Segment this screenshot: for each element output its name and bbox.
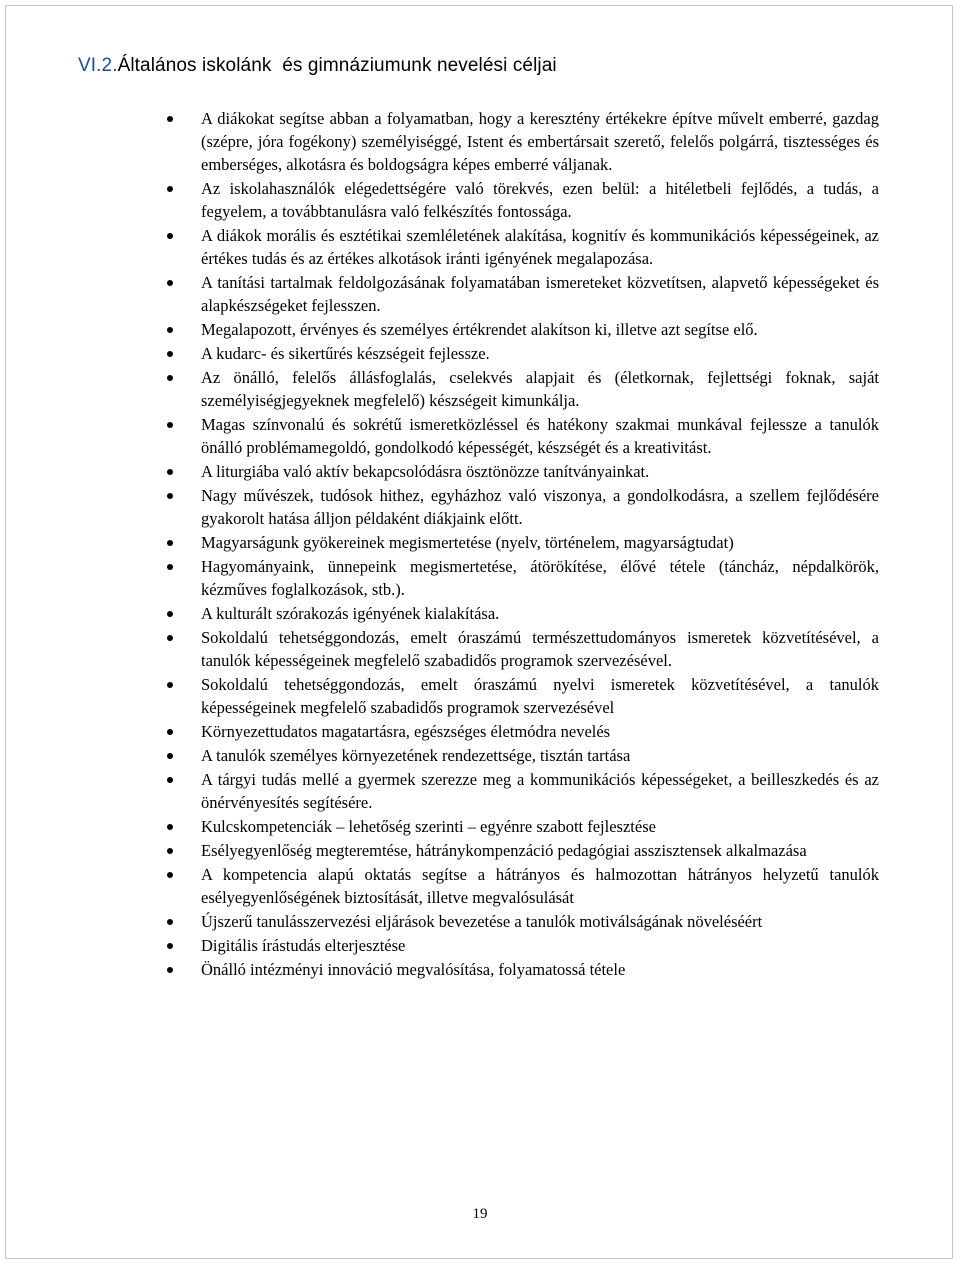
goal-list-item <box>201 531 879 554</box>
bullet-icon <box>167 186 173 192</box>
goal-text: A tanítási tartalmak feldolgozásának folyamatában ismereteket közvetítsen, alapvető képességeket és alapkészségeket fejlesszen. <box>201 273 879 315</box>
bullet-icon <box>167 682 173 688</box>
bullet-icon <box>167 422 173 428</box>
goal-list-item <box>201 107 879 176</box>
goal-list-item <box>201 177 879 223</box>
bullet-icon <box>167 233 173 239</box>
goal-text: A kudarc- és sikertűrés készségeit fejlessze. <box>201 344 490 363</box>
section-title: Általános iskolánk és gimnáziumunk nevelési céljai <box>117 55 557 76</box>
bullet-icon <box>167 280 173 286</box>
goal-list-item <box>201 768 879 814</box>
goal-list-item <box>201 342 879 365</box>
goal-list-item <box>201 366 879 412</box>
goal-list-item <box>201 934 879 957</box>
goal-text: Környezettudatos magatartásra, egészséges életmódra nevelés <box>201 722 611 741</box>
goal-list-item <box>201 318 879 341</box>
goal-text: Kulcskompetenciák – lehetőség szerinti – egyénre szabott fejlesztése <box>201 817 656 836</box>
bullet-icon <box>167 777 173 783</box>
goal-list-item <box>201 413 879 459</box>
bullet-icon <box>167 729 173 735</box>
goal-list-item <box>201 673 879 719</box>
goal-text: Az önálló, felelős állásfoglalás, cselekvés alapjait és (életkornak, fejlettségi foknak, saját személyiségjegyeknek megfelelő) készségeit kimunkálja. <box>201 368 879 410</box>
goal-text: Megalapozott, érvényes és személyes értékrendet alakítson ki, illetve azt segítse elő. <box>201 320 758 339</box>
goal-list-item <box>201 555 879 601</box>
bullet-icon <box>167 493 173 499</box>
bullet-icon <box>167 872 173 878</box>
section-heading <box>78 55 557 77</box>
goal-text: A kulturált szórakozás igényének kialakítása. <box>201 604 500 623</box>
bullet-icon <box>167 611 173 617</box>
bullet-icon <box>167 540 173 546</box>
bullet-icon <box>167 943 173 949</box>
goal-list-item <box>201 602 879 625</box>
bullet-icon <box>167 327 173 333</box>
goal-list-item <box>201 863 879 909</box>
goal-list-item <box>201 224 879 270</box>
goal-list-item <box>201 460 879 483</box>
goal-text: Magyarságunk gyökereinek megismertetése (nyelv, történelem, magyarságtudat) <box>201 533 734 552</box>
bullet-icon <box>167 967 173 973</box>
bullet-icon <box>167 469 173 475</box>
goal-text: Nagy művészek, tudósok hithez, egyházhoz való viszonya, a gondolkodásra, a szellem fejlődésére gyakorolt hatása álljon példaként diákjaink előtt. <box>201 486 879 528</box>
bullet-icon <box>167 753 173 759</box>
goal-text: Digitális írástudás elterjesztése <box>201 936 406 955</box>
goal-text: Hagyományaink, ünnepeink megismertetése, átörökítése, élővé tétele (táncház, népdalkörök, kézműves foglalkozások, stb.). <box>201 557 879 599</box>
goal-list-item <box>201 744 879 767</box>
bullet-icon <box>167 375 173 381</box>
goal-text: A tanulók személyes környezetének rendezettsége, tisztán tartása <box>201 746 631 765</box>
goal-list-item <box>201 839 879 862</box>
goal-text: A liturgiába való aktív bekapcsolódásra ösztönözze tanítványainkat. <box>201 462 650 481</box>
goal-text: Magas színvonalú és sokrétű ismeretközléssel és hatékony szakmai munkával fejlessze a tanulók önálló problémamegoldó, gondolkodó képességét, készségét és a kreativitást. <box>201 415 879 457</box>
goal-text: A diákok morális és esztétikai szemléletének alakítása, kognitív és kommunikációs képességeinek, az értékes tudás és az értékes alkotások iránti igényének megalapozása. <box>201 226 879 268</box>
goal-text: A diákokat segítse abban a folyamatban, hogy a keresztény értékekre építve művelt emberré, gazdag (szépre, jóra fogékony) személyiséggé, Istent és embertársait szerető, felelős polgárrá, tisztességes és emberséges, alkotásra és boldogságra képes emberré váljanak. <box>201 109 879 174</box>
page-number: 19 <box>472 1206 488 1222</box>
bullet-icon <box>167 351 173 357</box>
section-number: VI.2. <box>78 55 118 76</box>
goal-text: Sokoldalú tehetséggondozás, emelt óraszámú természettudományos ismeretek közvetítésével, a tanulók képességeinek megfelelő szabadidős programok szervezésével. <box>201 628 879 670</box>
goal-list-item <box>201 626 879 672</box>
goal-list-item <box>201 815 879 838</box>
bullet-icon <box>167 116 173 122</box>
goal-list-item <box>201 484 879 530</box>
goal-text: Sokoldalú tehetséggondozás, emelt óraszámú nyelvi ismeretek közvetítésével, a tanulók képességeinek megfelelő szabadidős programok szervezésével <box>201 675 879 717</box>
goals-list <box>201 107 879 982</box>
goal-text: Önálló intézményi innováció megvalósítása, folyamatossá tétele <box>201 960 626 979</box>
bullet-icon <box>167 564 173 570</box>
bullet-icon <box>167 848 173 854</box>
bullet-icon <box>167 919 173 925</box>
bullet-icon <box>167 635 173 641</box>
goal-text: Az iskolahasználók elégedettségére való törekvés, ezen belül: a hitéletbeli fejlődés, a tudás, a fegyelem, a továbbtanulásra való felkészítés fontossága. <box>201 179 879 221</box>
goal-list-item <box>201 720 879 743</box>
goal-list-item <box>201 271 879 317</box>
goal-text: A kompetencia alapú oktatás segítse a hátrányos és halmozottan hátrányos helyzetű tanulók esélyegyenlőségének biztosítását, illetve megvalósulását <box>201 865 879 907</box>
goal-text: Esélyegyenlőség megteremtése, hátránykompenzáció pedagógiai asszisztensek alkalmazása <box>201 841 807 860</box>
goal-text: Újszerű tanulásszervezési eljárások bevezetése a tanulók motiválságának növeléséért <box>201 912 763 931</box>
bullet-icon <box>167 824 173 830</box>
goal-list-item <box>201 910 879 933</box>
goal-text: A tárgyi tudás mellé a gyermek szerezze meg a kommunikációs képességeket, a beilleszkedés és az önérvényesítés segítésére. <box>201 770 879 812</box>
goal-list-item <box>201 958 879 981</box>
